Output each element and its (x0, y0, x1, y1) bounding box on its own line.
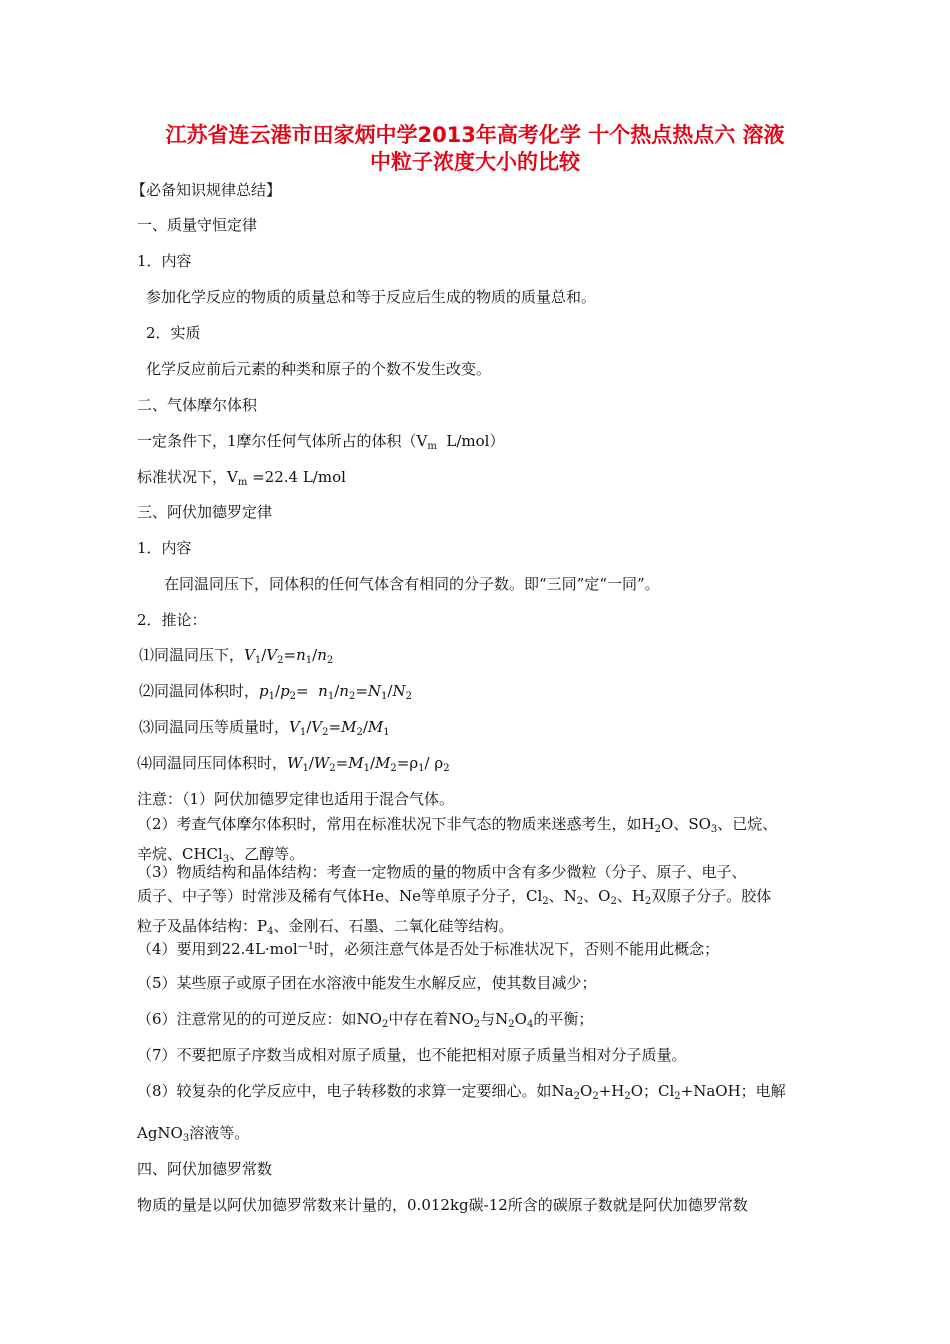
note-8: （8）较复杂的化学反应中，电子转移数的求算一定要细心。如$Na_2O_2+H_2O$；$Cl_2+NaOH$；电解 (137, 1082, 786, 1102)
note-1: 注意：（1）阿伏加德罗定律也适用于混合气体。 (137, 790, 455, 808)
section-2-heading: 二、气体摩尔体积 (137, 396, 258, 414)
section-1-essence-text: 化学反应前后元素的种类和原子的个数不发生改变。 (146, 360, 492, 378)
note-2: （2）考查气体摩尔体积时，常用在标准状况下非气态的物质来迷惑考生，如$H_2O$、$SO_3$、已烷、 辛烷、CHCl$_3$、乙醇等。 (137, 815, 778, 865)
section-3-content-label: 1．内容 (137, 539, 192, 557)
section-3-heading: 三、阿伏加德罗定律 (137, 503, 273, 521)
section-1-content-label: 1．内容 (137, 252, 192, 270)
summary-heading: 【必备知识规律总结】 (131, 181, 282, 199)
section-2-standard-condition: 标准状况下，$V_m =22.4$ L/mol (137, 468, 346, 488)
note-3: （3）物质结构和晶体结构：考查一定物质的量的物质中含有多少微粒（分子、原子、电子、 质子、中子等）时常涉及稀有气体He、Ne等单原子分子，$Cl_2$、$N_2$、$O_2$、$H_2$双原子分子。胶体 粒子及晶体结构：$P_4$、金刚石、石墨、二氧化硅等结构。 (137, 863, 772, 937)
note-5: （5）某些原子或原子团在水溶液中能发生水解反应，使其数目减少； (137, 974, 597, 992)
section-4-heading: 四、阿伏加德罗常数 (137, 1160, 273, 1178)
section-1-heading: 一、质量守恒定律 (137, 216, 258, 234)
title-line-2: 中粒子浓度大小的比较 (370, 150, 580, 174)
section-3-content-text: 在同温同压下，同体积的任何气体含有相同的分子数。即“三同”定“一同”。 (164, 575, 660, 593)
document-title (100, 122, 850, 176)
note-7: （7）不要把原子序数当成相对原子质量，也不能把相对原子质量当相对分子质量。 (137, 1046, 687, 1064)
title-line-1: 江苏省连云港市田家炳中学2013年高考化学 十个热点热点六 溶液 (165, 123, 785, 147)
inference-2: ⑵同温同体积时，$p_1/p_2= n_1/n_2=N_1/N_2$ (139, 682, 412, 702)
section-3-inference-label: 2．推论： (137, 611, 207, 629)
section-1-content-text: 参加化学反应的物质的质量总和等于反应后生成的物质的质量总和。 (146, 288, 597, 306)
inference-4: ⑷同温同压同体积时，$W_1/W_2=M_1/M_2=\rho_1/$ $\rho_2$ (137, 754, 450, 774)
inference-3: ⑶同温同压等质量时，$V_1/V_2=M_2/M_1$ (139, 718, 390, 738)
section-4-text: 物质的量是以阿伏加德罗常数来计量的，0.012kg碳-12所含的碳原子数就是阿伏加德罗常数 (137, 1196, 748, 1214)
note-8-continued: AgNO$_3$溶液等。 (137, 1124, 250, 1144)
inference-1: ⑴同温同压下，$V_1/V_2=n_1/n_2$ (139, 646, 334, 666)
section-2-definition: 一定条件下，1摩尔任何气体所占的体积（$V_m$ L/mol） (137, 432, 505, 452)
note-6: （6）注意常见的的可逆反应：如$NO_2$中存在着$NO_2$与$N_2O_4$的平衡； (137, 1010, 594, 1030)
note-4: （4）要用到22.4L·mol$^{—1}$时，必须注意气体是否处于标准状况下，否则不能用此概念； (137, 940, 720, 958)
section-1-essence-label: 2．实质 (146, 324, 201, 342)
